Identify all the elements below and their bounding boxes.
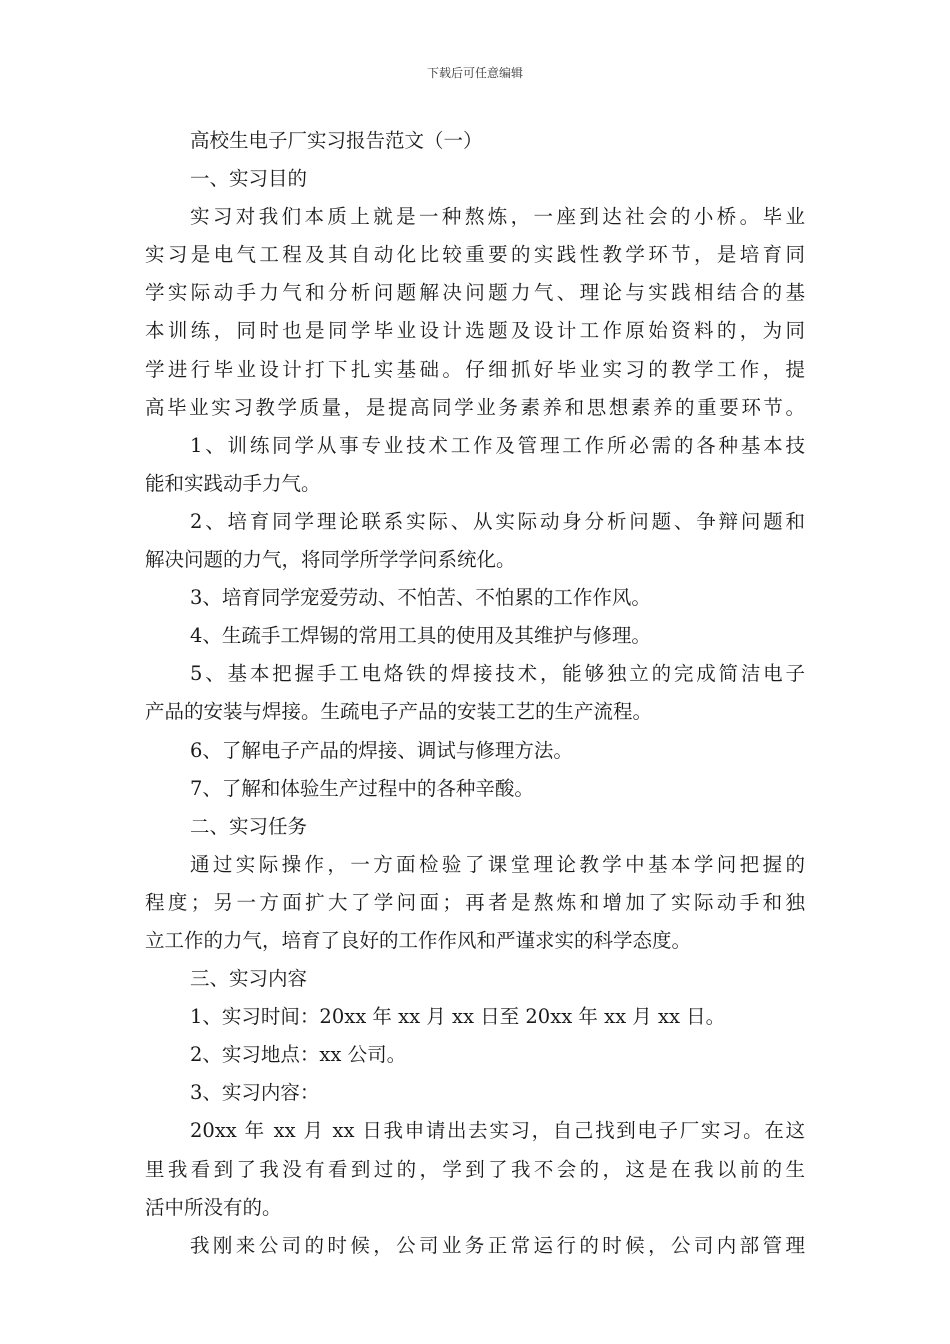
text-line: 2、实习地点：xx 公司。 xyxy=(190,1043,407,1067)
text-line: 学实际动手力气和分析问题解决问题力气、理论与实践相结合的基 xyxy=(145,281,805,305)
text-line: 3、实习内容： xyxy=(190,1081,320,1105)
text-line: 活中所没有的。 xyxy=(145,1195,282,1219)
text-line: 1、训练同学从事专业技术工作及管理工作所必需的各种基本技 xyxy=(190,433,805,457)
text-line: 5、基本把握手工电烙铁的焊接技术，能够独立的完成简洁电子 xyxy=(190,662,805,686)
text-line: 一、实习目的 xyxy=(190,167,308,191)
text-line: 二、实习任务 xyxy=(190,814,308,838)
text-line: 实习是电气工程及其自动化比较重要的实践性教学环节，是培育同 xyxy=(145,243,805,267)
document-body xyxy=(145,122,805,1265)
text-line: 能和实践动手力气。 xyxy=(145,471,321,495)
text-line: 我刚来公司的时候，公司业务正常运行的时候，公司内部管理 xyxy=(190,1233,805,1257)
text-line: 高校生电子厂实习报告范文（一） xyxy=(190,129,483,152)
text-line: 高毕业实习教学质量，是提高同学业务素养和思想素养的重要环节。 xyxy=(145,395,805,419)
text-line: 学进行毕业设计打下扎实基础。仔细抓好毕业实习的教学工作，提 xyxy=(145,357,805,381)
text-line: 里我看到了我没有看到过的，学到了我不会的，这是在我以前的生 xyxy=(145,1157,805,1181)
text-line: 产品的安装与焊接。生疏电子产品的安装工艺的生产流程。 xyxy=(145,700,653,724)
text-line: 本训练，同时也是同学毕业设计选题及设计工作原始资料的，为同 xyxy=(145,319,805,343)
text-line: 6、了解电子产品的焊接、调试与修理方法。 xyxy=(190,738,573,762)
text-line: 7、了解和体验生产过程中的各种辛酸。 xyxy=(190,776,534,800)
text-line: 20xx 年 xx 月 xx 日我申请出去实习，自己找到电子厂实习。在这 xyxy=(190,1119,805,1143)
text-line: 立工作的力气，培育了良好的工作作风和严谨求实的科学态度。 xyxy=(145,928,692,952)
text-line: 4、生疏手工焊锡的常用工具的使用及其维护与修理。 xyxy=(190,624,651,648)
text-line: 3、培育同学宠爱劳动、不怕苦、不怕累的工作作风。 xyxy=(190,586,651,610)
text-line: 三、实习内容 xyxy=(190,967,308,991)
text-line: 程度；另一方面扩大了学问面；再者是熬炼和增加了实际动手和独 xyxy=(145,890,805,914)
text-line: 实习对我们本质上就是一种熬炼，一座到达社会的小桥。毕业 xyxy=(190,205,805,229)
text-line: 1、实习时间：20xx 年 xx 月 xx 日至 20xx 年 xx 月 xx 日。 xyxy=(190,1005,726,1029)
page-header: 下载后可任意编辑 xyxy=(426,66,523,80)
text-line: 2、培育同学理论联系实际、从实际动身分析问题、争辩问题和 xyxy=(190,509,805,533)
text-line: 通过实际操作，一方面检验了课堂理论教学中基本学问把握的 xyxy=(190,852,805,876)
text-line: 解决问题的力气，将同学所学学问系统化。 xyxy=(145,548,516,572)
